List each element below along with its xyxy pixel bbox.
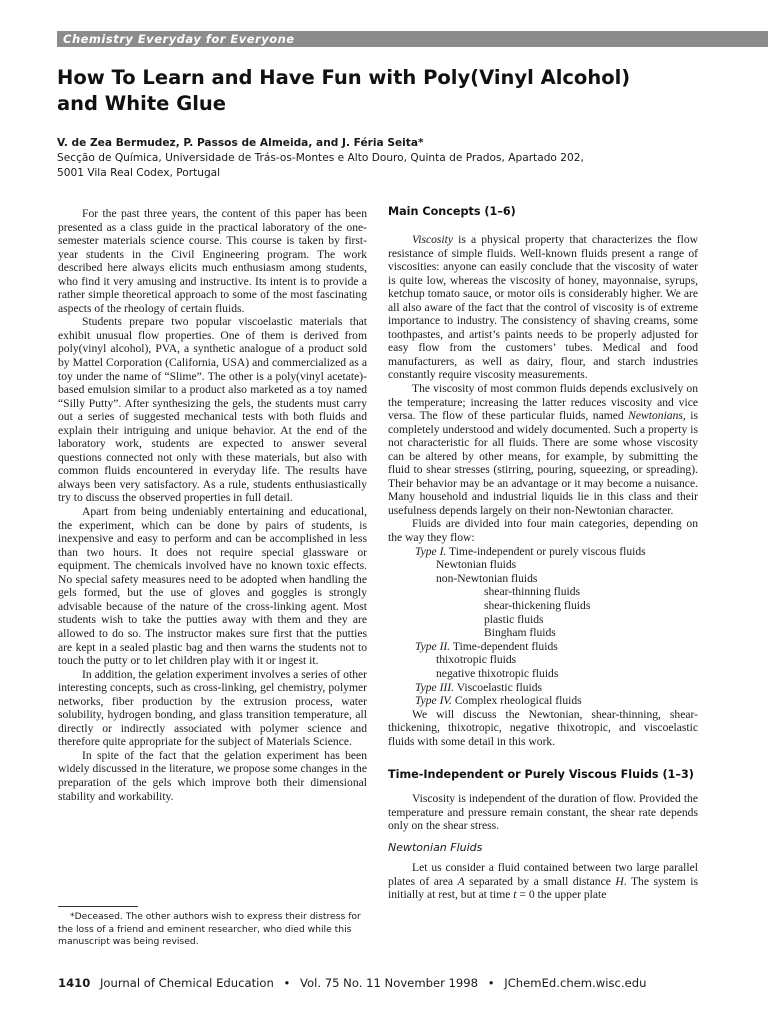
footnote: *Deceased. The other authors wish to express their distress for the loss of a friend and eminent researcher, who died while this manuscript was being revised.	[58, 911, 361, 948]
list-item	[388, 694, 698, 708]
list-item: Newtonian fluids	[436, 558, 517, 572]
paragraph-text: Let us consider a fluid contained between two large parallel plates of area	[388, 860, 698, 888]
title-line-1: How To Learn and Have Fun with Poly(Vinyl Alcohol)	[57, 66, 631, 89]
math-var-t: t	[513, 888, 517, 902]
bullet-separator: •	[487, 976, 495, 990]
type-text: Viscoelastic fluids	[454, 680, 543, 694]
list-item: negative thixotropic fluids	[436, 666, 559, 680]
paragraph-text: separated by a small distance	[464, 874, 616, 888]
type-text: Time-dependent fluids	[450, 639, 558, 653]
body-paragraph: Viscosity is independent of the duration of flow. Provided the temperature and pressure remain constant, the shear rate depends only on the shear stress.	[388, 792, 698, 833]
list-item: plastic fluids	[484, 612, 544, 626]
term-newtonians: Newtonians	[628, 409, 683, 423]
affiliation	[57, 151, 657, 181]
journal-website: JChemEd.chem.wisc.edu	[504, 976, 647, 990]
list-item	[388, 640, 698, 654]
paragraph-text: The viscosity of most common fluids depends exclusively on the temperature; increasing the latter reduces viscosity and vice versa. The flow of these particular fluids, named	[388, 382, 698, 423]
volume-info: Vol. 75 No. 11 November 1998	[300, 976, 479, 990]
right-column	[388, 205, 698, 902]
paragraph-text: , is completely understood and widely documented. Such a property is not characteristic for all fluids. There are some whose viscosity can be altered by other means, for example, by submitting the fluid to shear stresses (stirring, pouring, squeezing, or spreading). Their behavior may be an advantage or it may become a nuisance. Many household and industrial liquids lie in this class and their usefulness depends largely on their non-Newtonian character.	[388, 409, 698, 517]
paragraph-text: . The system is initially at rest, but at time	[388, 874, 698, 902]
fluid-type-list	[388, 545, 698, 708]
type-text: Complex rheological fluids	[451, 694, 582, 708]
journal-name: Journal of Chemical Education	[99, 976, 274, 990]
page-number: 1410	[58, 976, 91, 990]
body-paragraph: In addition, the gelation experiment involves a series of other interesting concepts, such as cross-linking, gel chemistry, polymer networks, fiber production by the extrusion process, water solubility, hydrogen bonding, and glass transition temperature, all directly or indirectly associated with polymer science and therefore quite appropriate for the subject of Materials Science.	[58, 667, 367, 749]
list-item: shear-thickening fluids	[484, 598, 591, 612]
article-title	[57, 65, 717, 117]
body-paragraph: We will discuss the Newtonian, shear-thinning, shear-thickening, thixotropic, negative thixotropic, and viscoelastic fluids with some detail in this work.	[388, 707, 698, 748]
list-item: thixotropic fluids	[436, 653, 517, 667]
left-column	[58, 207, 367, 803]
body-paragraph: In spite of the fact that the gelation experiment has been widely discussed in the literature, we propose some changes in the preparation of the gels which improve both their dimensional stability and workability.	[58, 748, 367, 803]
affiliation-line-1: Secção de Química, Universidade de Trás-os-Montes e Alto Douro, Quinta de Prados, Apartado 202,	[57, 152, 584, 164]
body-paragraph: For the past three years, the content of this paper has been presented as a class guide in the practical laboratory of the one-semester materials science course. This course is taken by first-year students in the Civil Engineering program. The work described here always elicits much enthusiasm among students, who find it very amusing and instructive. Its intent is to provide a rather simple theoretical approach to some of the most fascinating aspects of the rheology of certain fluids.	[58, 207, 367, 315]
list-item: non-Newtonian fluids	[436, 571, 538, 585]
body-paragraph	[388, 233, 698, 382]
list-item: Bingham fluids	[484, 626, 556, 640]
subsection-heading-newtonian: Newtonian Fluids	[388, 840, 483, 854]
type-label: Type II.	[415, 639, 451, 653]
page-footer	[58, 975, 758, 991]
title-line-2: and White Glue	[57, 92, 226, 115]
list-item: shear-thinning fluids	[484, 585, 581, 599]
type-label: Type I.	[415, 544, 447, 558]
paragraph-text: is a physical property that characterizes the flow resistance of simple fluids. Well-known fluids present a range of viscosities: anyone can easily conclude that the viscosity of water is quite low, whereas the viscosity of honey, mayonnaise, syrups, ketchup tomato sauce, or motor oils is considerably higher. We are all also aware of the fact that the control of viscosity is of extreme importance to industry. The consistency of shaving creams, some toothpastes, and artist’s paints needs to be properly adjusted for easy flow from the customers’ tubes. Medical and food manufacturers, as well as dairy, flour, and starch industries constantly require viscosity measurements.	[388, 233, 698, 382]
author-list: V. de Zea Bermudez, P. Passos de Almeida, and J. Féria Seita*	[57, 137, 424, 149]
affiliation-line-2: 5001 Vila Real Codex, Portugal	[57, 167, 221, 179]
math-var-a: A	[457, 874, 465, 888]
body-paragraph	[388, 382, 698, 517]
term-viscosity: Viscosity	[412, 233, 453, 246]
type-text: Time-independent or purely viscous fluids	[446, 544, 646, 558]
type-label: Type III.	[415, 680, 455, 694]
footnote-divider	[58, 906, 138, 907]
journal-section-banner: Chemistry Everyday for Everyone	[57, 31, 768, 47]
list-item	[388, 545, 698, 559]
body-paragraph: Fluids are divided into four main categories, depending on the way they flow:	[388, 517, 698, 545]
body-paragraph: Apart from being undeniably entertaining and educational, the experiment, which can be done by pairs of students, is inexpensive and easy to perform and can be accomplished in less than two hours. It does not require special glassware or equipment. The chemicals involved have no known toxic effects. No special safety measures need to be adopted when handling the gels formed, but the use of gloves and goggles is strongly advisable because of the nature of the cross-linking agent. Most students wish to take the putties away with them and they are allowed to do so. The instructor makes sure first that the putties are kept in a sealed plastic bag and then warns the students not to touch the putty or to let children play with it or ingest it.	[58, 505, 367, 668]
section-heading-time-independent: Time-Independent or Purely Viscous Fluids (1–3)	[388, 768, 694, 782]
body-paragraph: Students prepare two popular viscoelastic materials that exhibit unusual flow properties. One of them is derived from poly(vinyl alcohol), PVA, a synthetic analogue of a product sold by Mattel Corporation (California, USA) and commercialized as a toy under the name of “Slime”. The other is a poly(vinyl acetate)-based emulsion similar to a product also marketed as a toy named “Silly Putty”. After synthesizing the gels, the students must carry out a series of suggested mechanical tests with both fluids and explain their intriguing and unique behavior. At the end of the laboratory work, students are expected to answer several questions connected not only with these materials, but also with common fluids encountered in everyday life. The results have always been very satisfactory. As a rule, students enthusiastically try to discuss the observed properties in full detail.	[58, 315, 367, 505]
bullet-separator: •	[283, 976, 291, 990]
type-label: Type IV.	[415, 694, 452, 708]
paragraph-text: = 0 the upper plate	[516, 888, 607, 902]
list-item	[388, 681, 698, 695]
math-var-h: H	[615, 874, 624, 888]
section-heading-main-concepts: Main Concepts (1–6)	[388, 205, 516, 218]
body-paragraph	[388, 861, 698, 902]
